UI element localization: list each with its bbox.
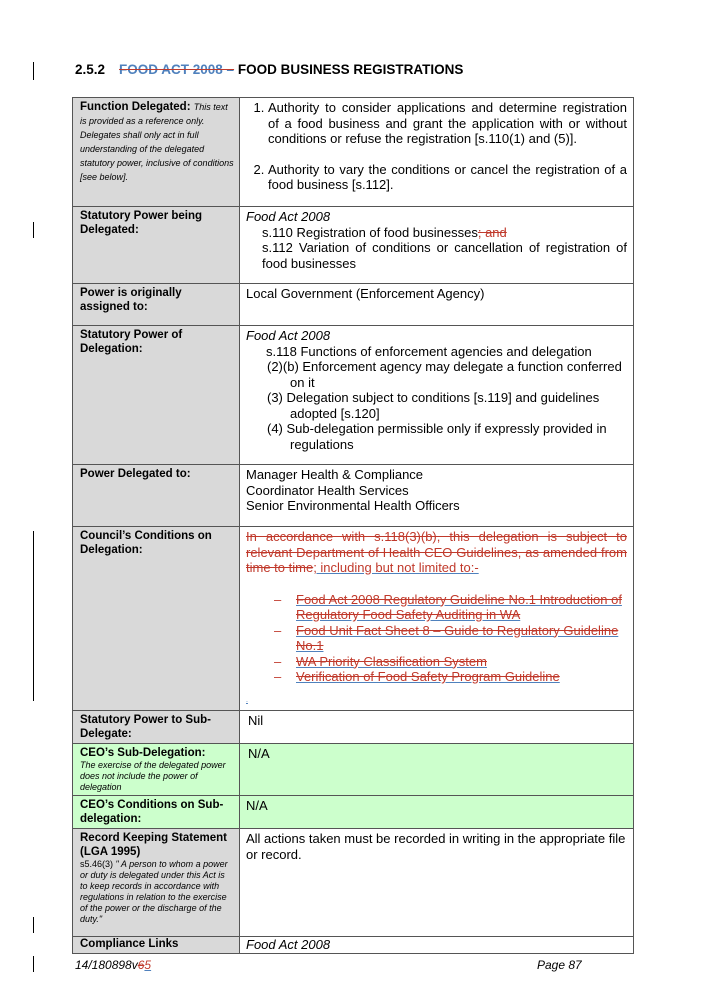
spacer: [246, 576, 627, 592]
guideline-item: [246, 592, 627, 623]
row-compliance: [73, 937, 634, 954]
change-bar: [33, 917, 34, 933]
ceo-sub-note: The exercise of the delegated power does not include the power of delegation: [80, 760, 226, 792]
delegated-to-label: Power Delegated to:: [73, 465, 240, 527]
section-line: [246, 225, 627, 241]
change-bar: [33, 956, 34, 972]
function-delegated-label: Function Delegated:: [80, 101, 191, 113]
record-keeping-note: [80, 859, 234, 925]
compliance-value: Food Act 2008: [240, 937, 634, 954]
subsection-line: (3) Delegation subject to conditions [s.119] and guidelines adopted [s.120]: [267, 390, 600, 421]
record-keeping-label: Record Keeping Statement (LGA 1995): [80, 832, 227, 858]
section-line: s.118 Functions of enforcement agencies and delegation: [266, 343, 592, 359]
row-ceo-conditions: [73, 796, 634, 829]
value-cell: [240, 465, 634, 527]
guideline-item: [246, 669, 627, 685]
row-function-delegated: [73, 98, 634, 207]
delegate-line: Manager Health & Compliance: [246, 467, 424, 482]
conditions-intro: [246, 529, 627, 576]
change-bar: [33, 62, 34, 80]
inserted-text: 5: [144, 958, 152, 972]
section-heading: [75, 62, 463, 77]
ceo-conditions-label: CEO’s Conditions on Sub-delegation:: [73, 796, 240, 829]
label-cell: [73, 829, 240, 937]
document-reference: [75, 958, 151, 972]
dash-marker: –: [274, 653, 282, 669]
row-statutory-power: [73, 207, 634, 284]
label-cell: [73, 744, 240, 796]
ceo-conditions-value: N/A: [240, 796, 634, 829]
list-item: 2. Authority to vary the conditions or cancel the registration of a food business [s.112].: [268, 162, 627, 193]
deleted-text: In accordance with s.118(3)(b), this delegation is subject to relevant Department of Health CEO Guidelines, as amended from time to time: [246, 529, 627, 575]
section-line: s.112 Variation of conditions or cancellation of registration of food businesses: [262, 240, 627, 271]
value-cell: [240, 326, 634, 465]
ceo-sub-label: CEO’s Sub-Delegation:: [80, 747, 206, 759]
row-sub-delegate: [73, 711, 634, 744]
guideline-text: Verification of Food Safety Program Guideline: [296, 669, 560, 684]
guideline-text: WA Priority Classification System: [296, 653, 487, 669]
value-cell: [240, 527, 634, 711]
dash-marker: –: [274, 669, 282, 684]
subsection-line: (2)(b) Enforcement agency may delegate a function conferred on it: [267, 359, 622, 390]
deleted-heading-text: FOOD ACT 2008 –: [119, 62, 235, 77]
value-cell: [240, 207, 634, 284]
doc-ref-text: 14/180898v: [75, 958, 138, 972]
ceo-sub-value: N/A: [240, 744, 634, 796]
deleted-text: 6: [137, 958, 145, 972]
delegate-line: Senior Environmental Health Officers: [246, 498, 460, 513]
inserted-mark: .: [246, 696, 248, 704]
section-title: FOOD BUSINESS REGISTRATIONS: [237, 62, 464, 77]
act-name: Food Act 2008: [246, 328, 331, 343]
authority-list: [246, 100, 627, 193]
function-delegated-note: This text is provided as a reference only. Delegates shall only act in full understanding of the delegated statutory power, inclusive of conditions [see below].: [80, 102, 234, 182]
change-bar: [33, 531, 34, 701]
record-keeping-value: All actions taken must be recorded in writing in the appropriate file or record.: [240, 829, 634, 937]
sub-delegate-value: Nil: [240, 711, 634, 744]
dash-marker: –: [274, 622, 282, 638]
deleted-text: ; and: [477, 224, 507, 240]
section-text: s.110 Registration of food businesses: [262, 224, 478, 240]
row-record-keeping: [73, 829, 634, 937]
record-keeping-ref: s5.46(3): [80, 859, 114, 869]
label-cell: [73, 98, 240, 207]
row-conditions: [73, 527, 634, 711]
guideline-text: Food Unit Fact Sheet 8 – Guide to Regulatory Guideline No.1: [296, 622, 619, 653]
deleted-text: ; including but not limited to:-: [313, 560, 479, 575]
guideline-item: [246, 623, 627, 654]
statutory-power-label: Statutory Power being Delegated:: [73, 207, 240, 284]
conditions-label: Council’s Conditions on Delegation:: [73, 527, 240, 711]
original-power-label: Power is originally assigned to:: [73, 284, 240, 326]
delegate-line: Coordinator Health Services: [246, 482, 409, 498]
original-power-value: Local Government (Enforcement Agency): [240, 284, 634, 326]
change-bar: [33, 222, 34, 238]
delegation-table: [72, 97, 634, 954]
row-ceo-sub-delegation: [73, 744, 634, 796]
sub-delegate-label: Statutory Power to Sub-Delegate:: [73, 711, 240, 744]
row-original-power: [73, 284, 634, 326]
spacer: [246, 685, 627, 693]
row-power-of-delegation: [73, 326, 634, 465]
subsection-line: (4) Sub-delegation permissible only if expressly provided in regulations: [267, 421, 607, 452]
compliance-label: Compliance Links: [73, 937, 240, 954]
page-number: Page 87: [537, 958, 582, 972]
list-item: 1. Authority to consider applications and determine registration of a food business and grant the application with or without conditions or refuse the registration [s.110(1) and (5)].: [268, 100, 627, 147]
section-number: 2.5.2: [75, 62, 106, 77]
guideline-text: Food Act 2008 Regulatory Guideline No.1 Introduction of Regulatory Food Safety Auditing in WA: [296, 591, 622, 622]
dash-marker: –: [274, 591, 282, 607]
record-keeping-quote: " A person to whom a power or duty is delegated under this Act is to keep records in accordance with regulations in relation to the exercise of the power or the discharge of the duty.": [80, 859, 228, 924]
value-cell: [240, 98, 634, 207]
guideline-item: [246, 654, 627, 670]
power-of-delegation-label: Statutory Power of Delegation:: [73, 326, 240, 465]
act-name: Food Act 2008: [246, 209, 331, 224]
row-delegated-to: [73, 465, 634, 527]
